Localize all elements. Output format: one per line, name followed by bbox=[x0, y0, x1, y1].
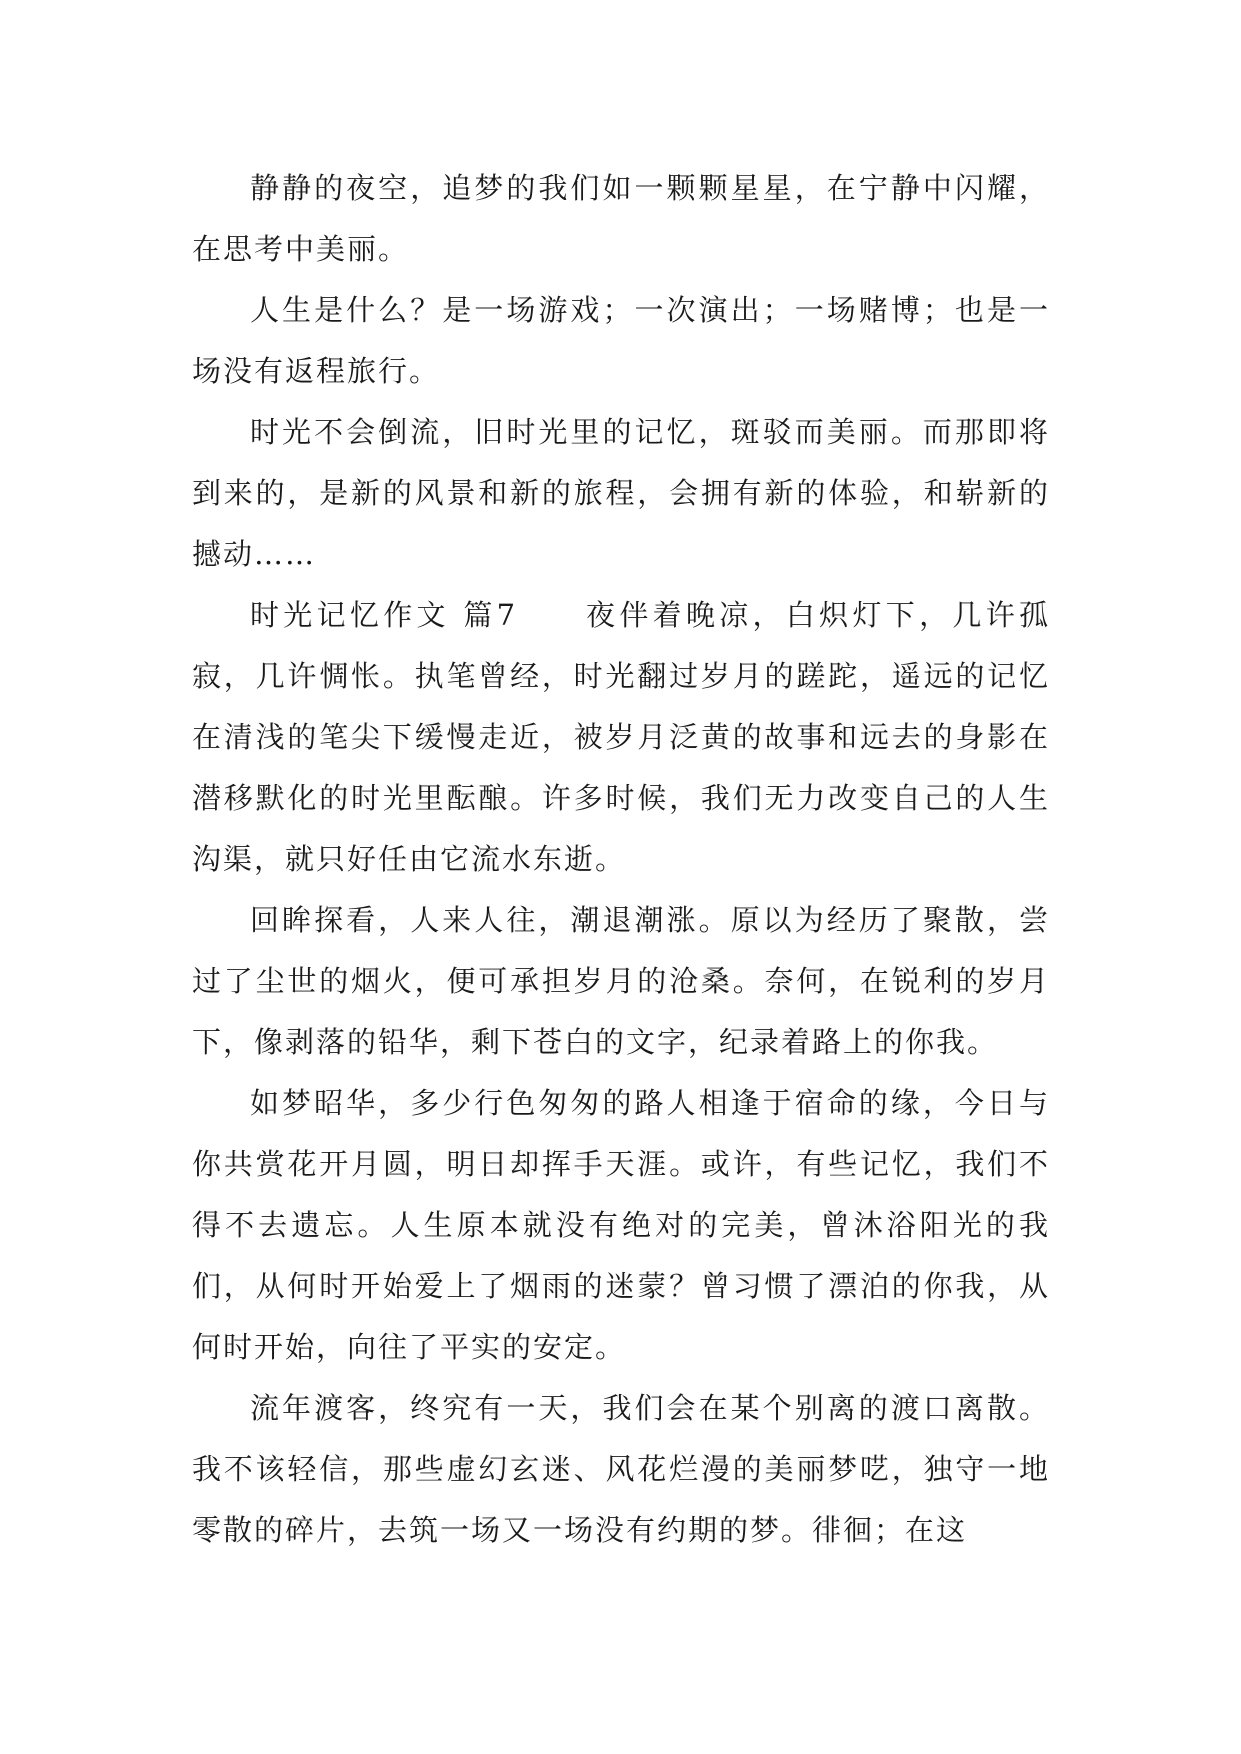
paragraph-3: 时光不会倒流，旧时光里的记忆，斑驳而美丽。而那即将到来的，是新的风景和新的旅程，会拥有新的体验，和崭新的撼动…… bbox=[192, 415, 1050, 571]
paragraph-1: 静静的夜空，追梦的我们如一颗颗星星，在宁静中闪耀，在思考中美丽。 bbox=[192, 171, 1050, 266]
paragraph-7: 流年渡客，终究有一天，我们会在某个别离的渡口离散。我不该轻信，那些虚幻玄迷、风花烂漫的美丽梦呓，独守一地零散的碎片，去筑一场又一场没有约期的梦。徘徊；在这 bbox=[192, 1391, 1050, 1547]
paragraph-2: 人生是什么？是一场游戏；一次演出；一场赌博；也是一场没有返程旅行。 bbox=[192, 293, 1050, 388]
paragraph-4: 时光记忆作文 篇7 夜伴着晚凉，白炽灯下，几许孤寂，几许惆怅。执笔曾经，时光翻过岁月的蹉跎，遥远的记忆在清浅的笔尖下缓慢走近，被岁月泛黄的故事和远去的身影在潜移默化的时光里酝酿。许多时候，我们无力改变自己的人生沟渠，就只好任由它流水东逝。 bbox=[192, 598, 1050, 876]
document-body bbox=[192, 158, 1050, 1561]
paragraph-5: 回眸探看，人来人往，潮退潮涨。原以为经历了聚散，尝过了尘世的烟火，便可承担岁月的沧桑。奈何，在锐利的岁月下，像剥落的铅华，剩下苍白的文字，纪录着路上的你我。 bbox=[192, 903, 1050, 1059]
paragraph-6: 如梦昭华，多少行色匆匆的路人相逢于宿命的缘，今日与你共赏花开月圆，明日却挥手天涯。或许，有些记忆，我们不得不去遗忘。人生原本就没有绝对的完美，曾沐浴阳光的我们，从何时开始爱上了烟雨的迷蒙？曾习惯了漂泊的你我，从何时开始，向往了平实的安定。 bbox=[192, 1086, 1050, 1364]
